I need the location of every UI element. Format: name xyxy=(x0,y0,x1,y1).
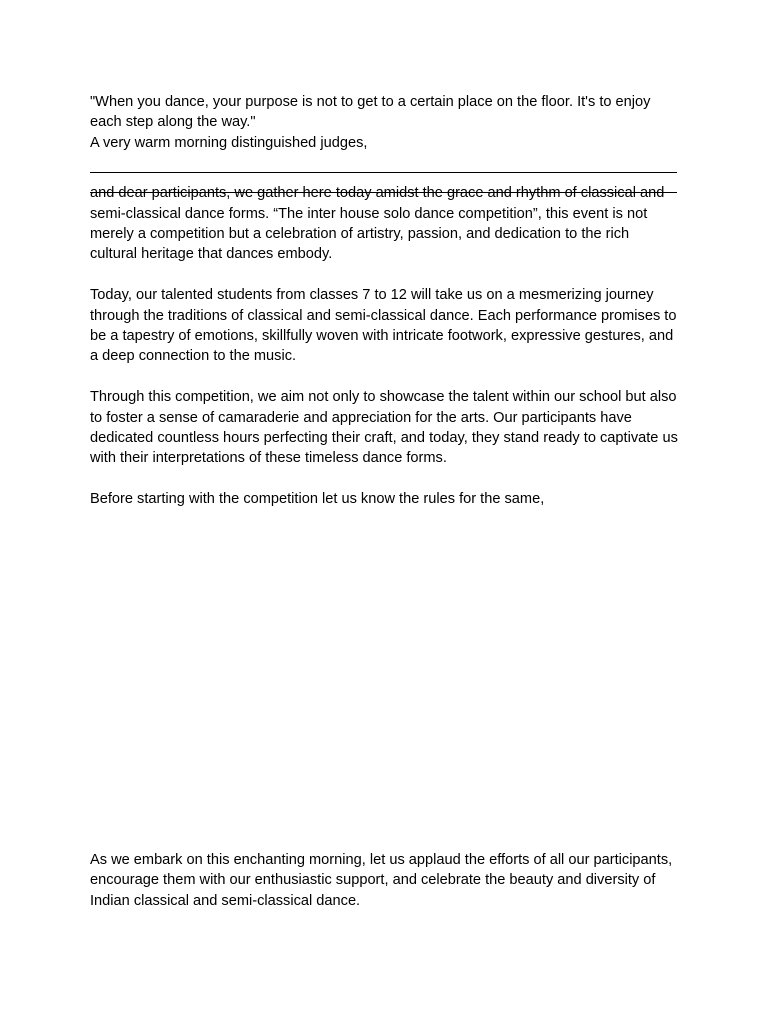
quote-line-2: each step along the way." xyxy=(90,114,256,131)
quote-line-1: "When you dance, your purpose is not to get to a certain place on the floor. It's to enjoy xyxy=(90,94,651,110)
fill-in-lines xyxy=(90,155,680,183)
document-body xyxy=(90,92,680,510)
paragraph-3: Through this competition, we aim not only to showcase the talent within our school but also to foster a sense of camaraderie and appreciation for the arts. Our participants have dedicated countless hours perfecting their craft, and today, they stand ready to captivate us with their interpretations of these timeless dance forms. xyxy=(90,389,678,467)
blank-line-2 xyxy=(90,192,677,193)
paragraph-4: Before starting with the competition let us know the rules for the same, xyxy=(90,491,545,508)
greeting: A very warm morning distinguished judges, xyxy=(90,134,368,151)
blank-line-1 xyxy=(90,172,677,173)
closing-paragraph: As we embark on this enchanting morning, let us applaud the efforts of all our participants, encourage them with our enthusiastic support, and celebrate the beauty and diversity of Indian classical and semi-classical dance. xyxy=(90,852,673,909)
paragraph-1: and dear participants, we gather here today amidst the grace and rhythm of classical and semi-classical dance forms. “The inter house solo dance competition”, this event is not merely a competition but a celebration of artistry, passion, and dedication to the rich cultural heritage that dances embody. xyxy=(90,185,665,263)
paragraph-2: Today, our talented students from classes 7 to 12 will take us on a mesmerizing journey through the traditions of classical and semi-classical dance. Each performance promises to be a tapestry of emotions, skillfully woven with intricate footwork, expressive gestures, and a deep connection to the music. xyxy=(90,287,677,365)
closing-section xyxy=(90,850,680,911)
